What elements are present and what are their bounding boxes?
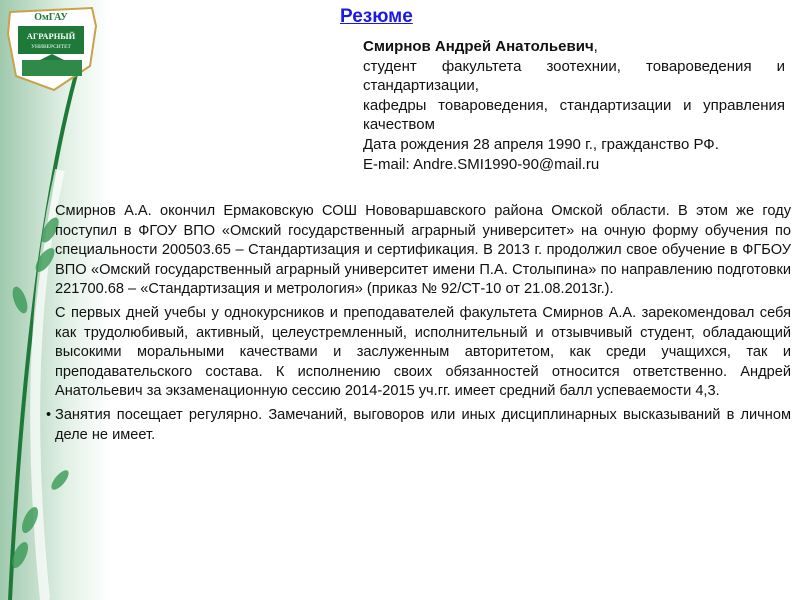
paragraph-discipline: [46, 406, 791, 445]
paragraph-education: Смирнов А.А. окончил Ермаковскую СОШ Нововаршавского района Омской области. В этом же году поступил в ФГОУ ВПО «Омский государственный аграрный университет» на очную форму обучения по специальности 200503.65 – Стандартизация и сертификация. В 2013 г. продолжил свое обучение в ФГБОУ ВПО «Омский государственный аграрный университет имени П.А. Столыпина» по направлению подготовки 221700.68 – «Стандартизация и метрология» (приказ № 92/СТ-10 от 21.08.2013г.).: [55, 203, 791, 298]
faculty-line: студент факультета зоотехнии, товароведения и стандартизации,: [363, 57, 785, 95]
university-logo: [4, 4, 98, 92]
svg-text:ОмГАУ: ОмГАУ: [34, 12, 68, 23]
slide-title: Резюме: [340, 6, 413, 27]
person-name: Смирнов Андрей Анатольевич: [363, 38, 594, 55]
svg-text:УНИВЕРСИТЕТ: УНИВЕРСИТЕТ: [31, 44, 71, 50]
paragraph-text: Занятия посещает регулярно. Замечаний, выговоров или иных дисциплинарных высказываний в личном деле не имеет.: [55, 406, 791, 443]
bullet: •: [46, 406, 52, 423]
paragraph-characteristics: С первых дней учебы у однокурсников и преподавателей факультета Смирнов А.А. зарекомендовал себя как трудолюбивый, активный, целеустремленный, исполнительный и отзывчивый студент, обладающий высокими моральными качествами и заслуженным авторитетом, как среди учащихся, так и преподавательского состава. К исполнению своих обязанностей относится ответственно. Андрей Анатольевич за экзаменационную сессию 2014-2015 уч.гг. имеет средний балл успеваемости 4,3.: [55, 304, 791, 400]
svg-text:АГРАРНЫЙ: АГРАРНЫЙ: [26, 31, 76, 41]
resume-body: [46, 202, 791, 449]
birth-date-line: Дата рождения 28 апреля 1990 г., гражданство РФ.: [363, 135, 719, 153]
comma: ,: [593, 38, 598, 55]
personal-info: [363, 37, 785, 174]
email-line: E-mail: Andre.SMI1990-90@mail.ru: [363, 155, 600, 173]
department-line: кафедры товароведения, стандартизации и управления качеством: [363, 96, 785, 134]
